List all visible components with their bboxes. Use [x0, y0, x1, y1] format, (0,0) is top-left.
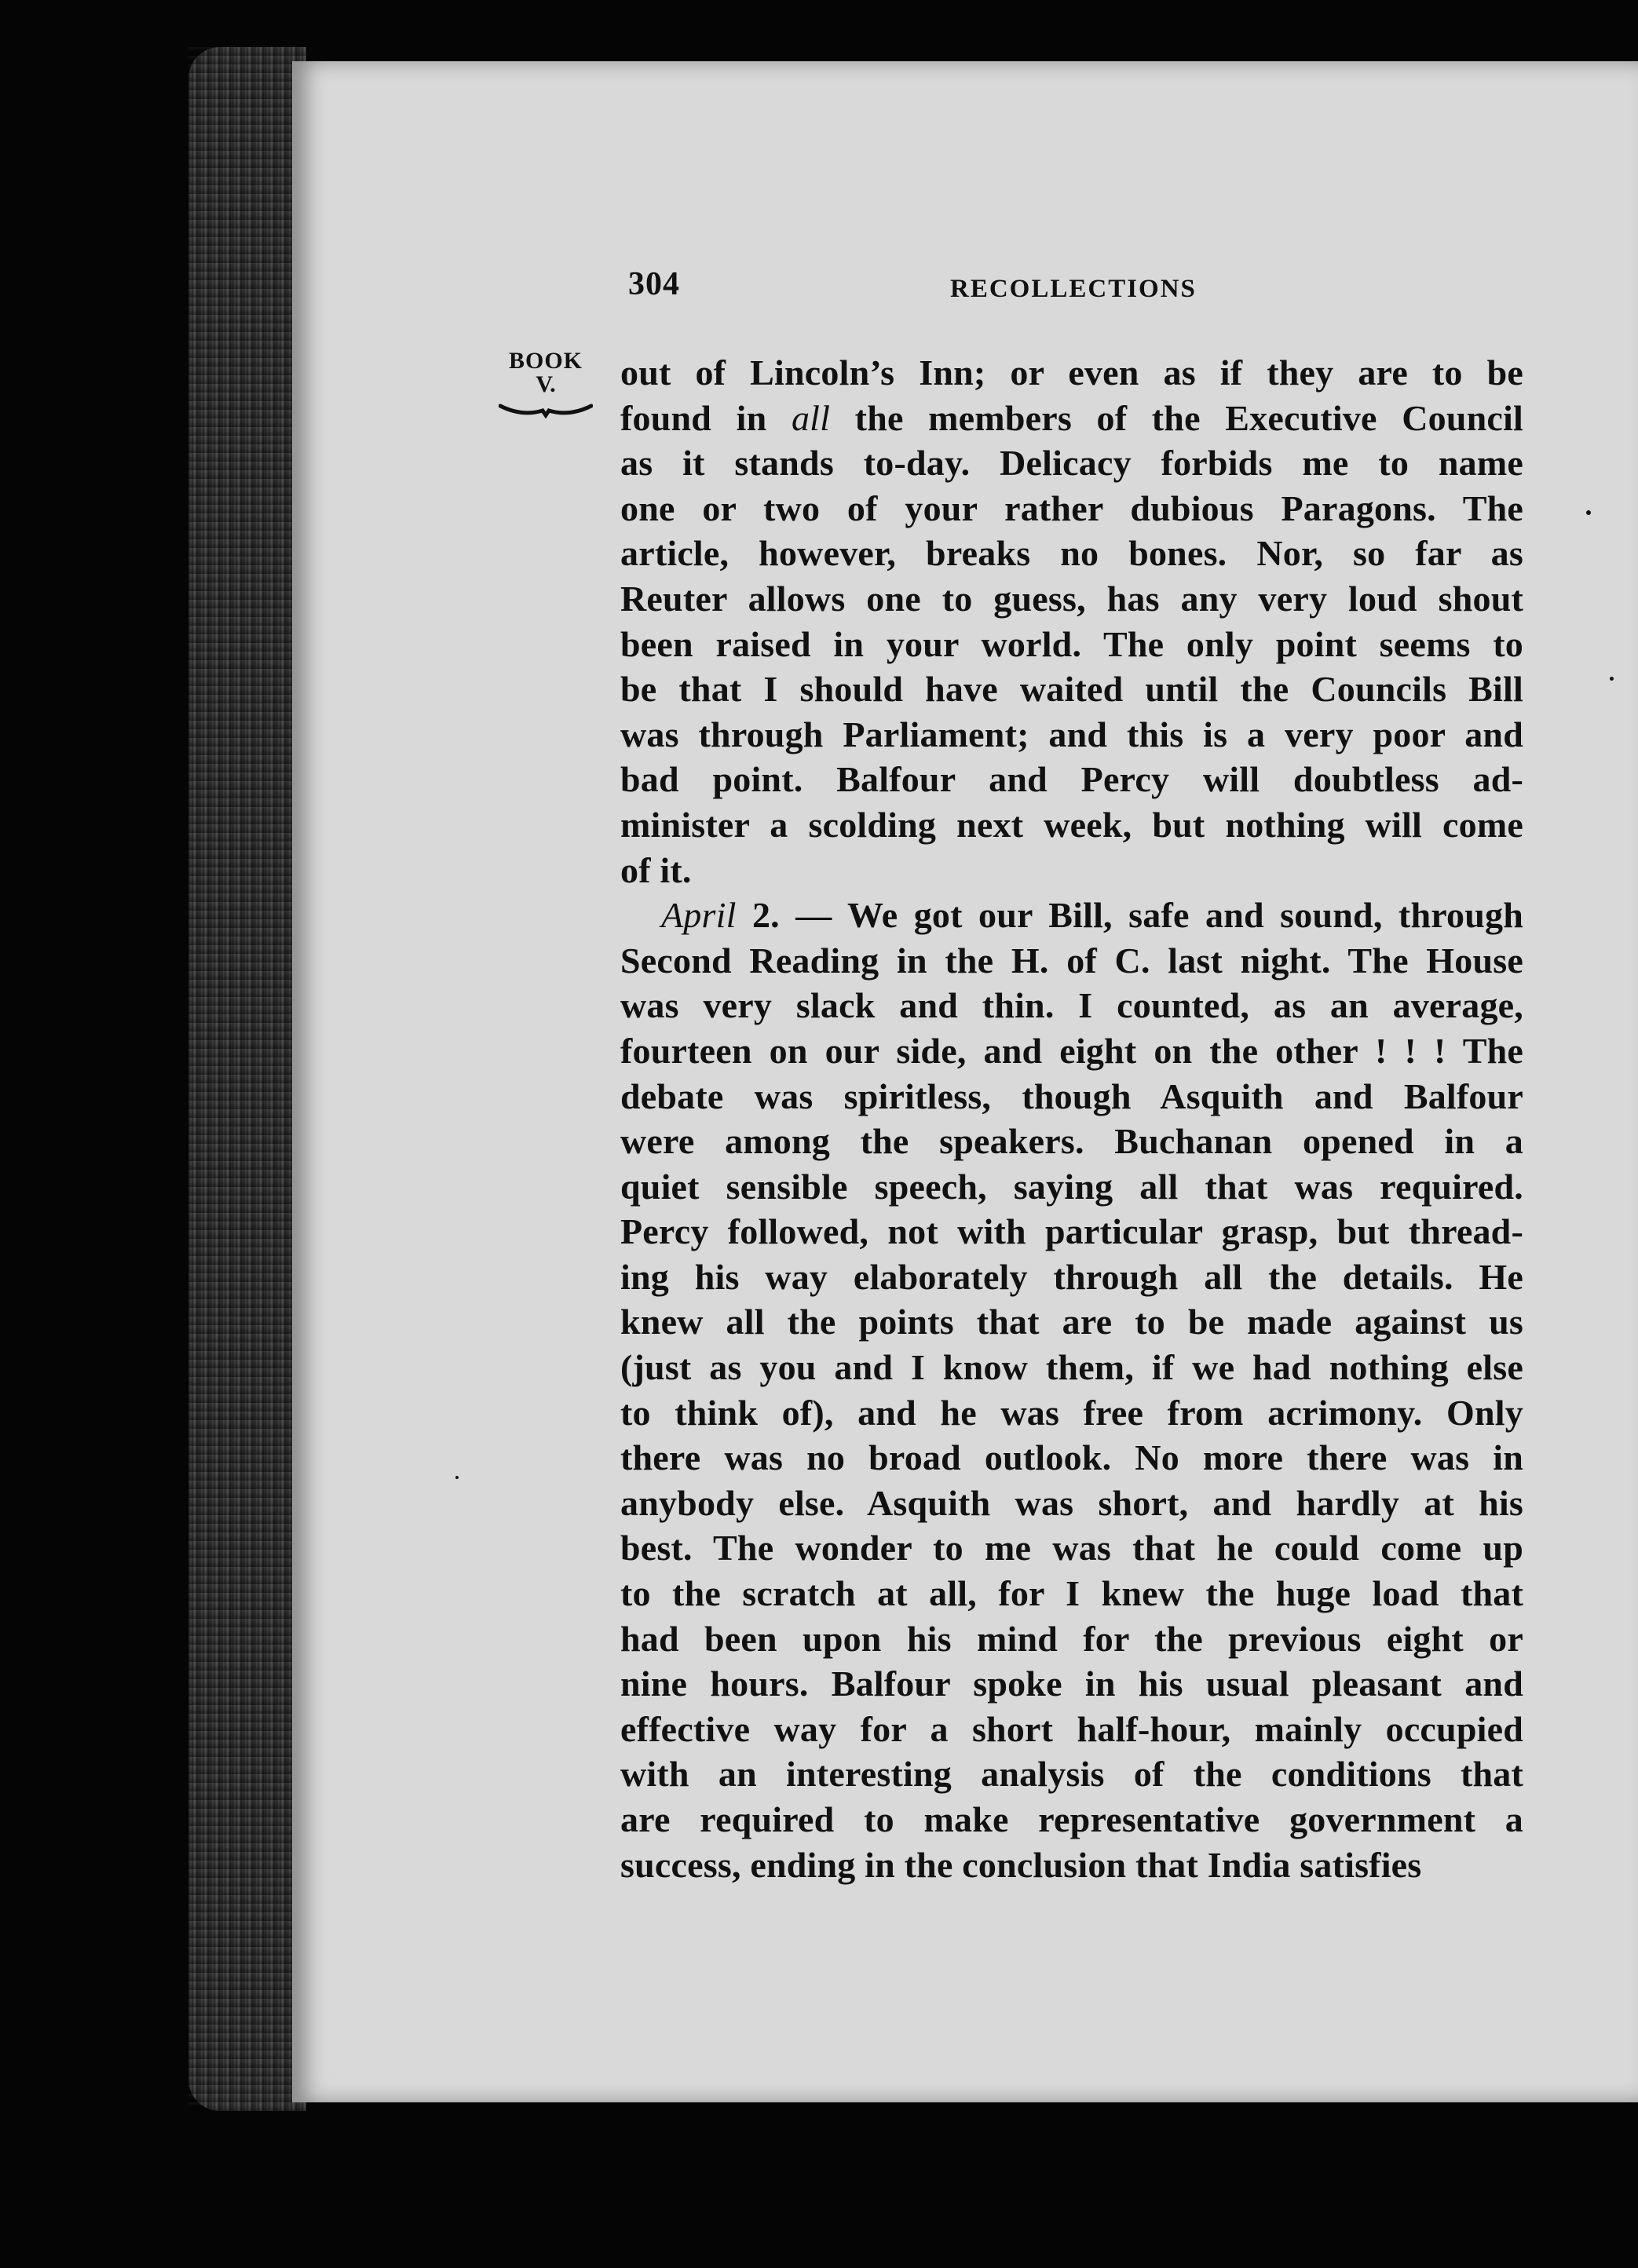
text-line: with an interesting analysis of the conditions that: [620, 1754, 1523, 1795]
text-line: Percy followed, not with particular grasp, but thread-: [620, 1211, 1523, 1252]
text-line: (just as you and I know them, if we had nothing else: [620, 1347, 1523, 1388]
text-line: April 2. — We got our Bill, safe and sound, through: [661, 895, 1523, 936]
text-line: best. The wonder to me was that he could come up: [620, 1528, 1523, 1569]
text-line: effective way for a short half-hour, mainly occupied: [620, 1708, 1523, 1749]
text-line: was through Parliament; and this is a very poor and: [620, 714, 1523, 754]
text-line: anybody else. Asquith was short, and hardly at his: [620, 1482, 1523, 1523]
speck: [455, 1476, 459, 1479]
text-line: article, however, breaks no bones. Nor, so far as: [620, 533, 1523, 574]
book-volume: V.: [536, 371, 556, 397]
text-line: quiet sensible speech, saying all that was required.: [620, 1166, 1523, 1207]
text-line: found in all the members of the Executive Council: [620, 397, 1523, 438]
text-line: were among the speakers. Buchanan opened in a: [620, 1121, 1523, 1162]
text-line: to think of), and he was free from acrimony. Only: [620, 1392, 1523, 1433]
text-line: of it.: [620, 849, 692, 890]
text-line: as it stands to-day. Delicacy forbids me to name: [620, 443, 1523, 484]
text-line: out of Lincoln’s Inn; or even as if they are to be: [620, 352, 1523, 393]
italic-text: April: [661, 895, 737, 936]
text-line: are required to make representative government a: [620, 1799, 1523, 1839]
text-line: been raised in your world. The only point seems to: [620, 623, 1523, 664]
brace-ornament-icon: [499, 401, 593, 418]
text-line: knew all the points that are to be made against us: [620, 1302, 1523, 1342]
text-line: success, ending in the conclusion that India satisfies: [620, 1844, 1422, 1885]
text-line: one or two of your rather dubious Paragons. The: [620, 488, 1523, 528]
page-number: 304: [628, 266, 680, 302]
text-line: minister a scolding next week, but nothing will come: [620, 804, 1523, 845]
page-edges: [188, 47, 306, 2111]
text-line: nine hours. Balfour spoke in his usual pleasant and: [620, 1664, 1523, 1704]
speck: [1586, 510, 1591, 515]
text-line: debate was spiritless, though Asquith and Balfour: [620, 1076, 1523, 1116]
text-line: be that I should have waited until the Councils Bill: [620, 669, 1523, 710]
text-line: Reuter allows one to guess, has any very loud shout: [620, 578, 1523, 619]
text-line: bad point. Balfour and Percy will doubtless ad-: [620, 759, 1523, 800]
body-text: [620, 350, 1523, 1887]
text-line: had been upon his mind for the previous eight or: [620, 1618, 1523, 1659]
running-title: RECOLLECTIONS: [950, 275, 1197, 303]
text-line: ing his way elaborately through all the details. He: [620, 1256, 1523, 1297]
speck: [1610, 677, 1614, 681]
text-line: was very slack and thin. I counted, as an average,: [620, 985, 1523, 1026]
text-line: fourteen on our side, and eight on the other ! ! ! The: [620, 1030, 1523, 1071]
text-line: to the scratch at all, for I knew the huge load that: [620, 1573, 1523, 1614]
text-line: there was no broad outlook. No more there was in: [620, 1437, 1523, 1478]
italic-text: all: [791, 397, 831, 438]
book-label: BOOK: [508, 348, 583, 374]
text-line: Second Reading in the H. of C. last night. The House: [620, 940, 1523, 981]
book-marker: [495, 349, 597, 418]
